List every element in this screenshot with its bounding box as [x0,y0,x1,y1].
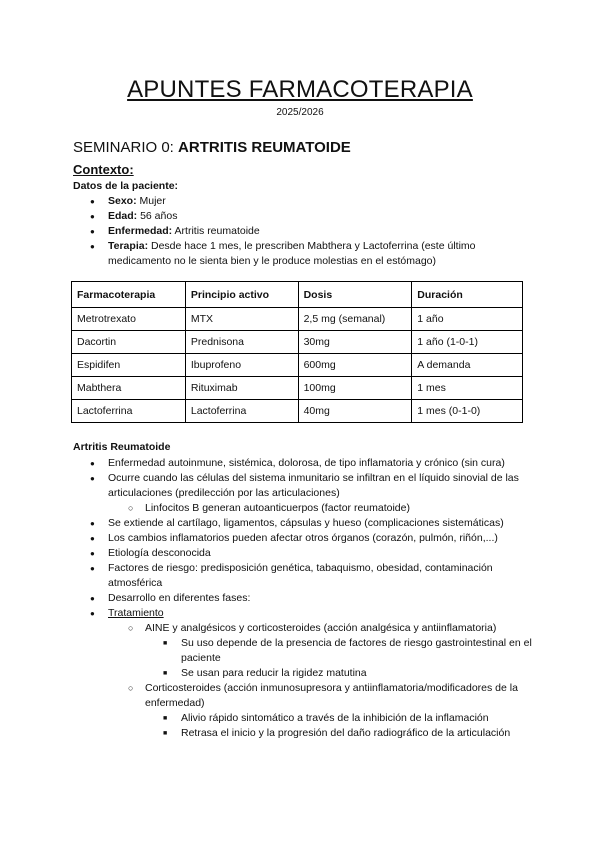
table-cell: 1 mes [412,377,523,400]
table-cell: 1 mes (0-1-0) [412,400,523,423]
table-cell: Metrotrexato [72,308,186,331]
item-label: Sexo: [108,195,137,207]
table-cell: Lactoferrina [72,400,186,423]
medication-table [71,281,523,423]
table-cell: Prednisona [185,331,298,354]
academic-year: 2025/2026 [276,107,324,118]
item-label: Terapia: [108,240,149,252]
item-label: Enfermedad: [108,225,173,237]
seminar-heading [73,139,351,156]
table-cell: Rituximab [185,377,298,400]
list-item: ○ Linfocitos B generan autoanticuerpos (factor reumatoide) [90,501,532,516]
table-cell: 600mg [298,354,412,377]
column-header: Principio activo [185,282,298,308]
table-cell: 2,5 mg (semanal) [298,308,412,331]
list-item: ● Factores de riesgo: predisposición genética, tabaquismo, obesidad, contaminación atmosférica [90,561,532,591]
list-item: ■ Alivio rápido sintomático a través de la inhibición de la inflamación [90,711,532,726]
list-item: ○ AINE y analgésicos y corticosteroides (acción analgésica y antiinflamatoria) [90,621,532,636]
table-cell: Mabthera [72,377,186,400]
item-value: Mujer [136,195,166,207]
list-item [90,224,530,239]
list-item: ■ Retrasa el inicio y la progresión del daño radiográfico de la articulación [90,726,532,741]
tratamiento-item [90,606,532,621]
list-item: ● Enfermedad autoinmune, sistémica, dolorosa, de tipo inflamatoria y crónico (sin cura) [90,456,532,471]
tratamiento-label: Tratamiento [108,607,164,619]
table-cell: A demanda [412,354,523,377]
column-header: Duración [412,282,523,308]
table-row [72,400,523,423]
table-cell: Dacortin [72,331,186,354]
item-value: 56 años [137,210,178,222]
contexto-heading: Contexto: [73,162,134,177]
list-item [90,239,530,269]
list-item: ● Los cambios inflamatorios pueden afectar otros órganos (corazón, pulmón, riñón,...) [90,531,532,546]
list-item: ● Desarrollo en diferentes fases: [90,591,532,606]
table-cell: MTX [185,308,298,331]
table-cell: 40mg [298,400,412,423]
table-cell: 1 año (1-0-1) [412,331,523,354]
patient-data-list [90,194,530,269]
list-item: ● Se extiende al cartílago, ligamentos, cápsulas y hueso (complicaciones sistemáticas) [90,516,532,531]
table-cell: Lactoferrina [185,400,298,423]
column-header: Farmacoterapia [72,282,186,308]
datos-paciente-heading: Datos de la paciente: [73,180,179,192]
table-row [72,377,523,400]
column-header: Dosis [298,282,412,308]
table-header-row [72,282,523,308]
table-cell: 1 año [412,308,523,331]
table-row [72,331,523,354]
list-item: ■ Su uso depende de la presencia de factores de riesgo gastrointestinal en el paciente [90,636,532,666]
list-item [90,194,530,209]
table-row [72,354,523,377]
table-cell: 100mg [298,377,412,400]
seminar-topic: ARTRITIS REUMATOIDE [178,139,351,156]
table-row [72,308,523,331]
table-cell: Espidifen [72,354,186,377]
table-cell: Ibuprofeno [185,354,298,377]
item-value: Desde hace 1 mes, le prescriben Mabthera y Lactoferrina (este último medicamento no le sienta bien y le produce molestias en el estómago) [108,240,476,267]
item-value: Artritis reumatoide [172,225,260,237]
list-item: ● Ocurre cuando las células del sistema inmunitario se infiltran en el líquido sinovial de las articulaciones (predilección por las articulaciones) [90,471,532,501]
artritis-heading: Artritis Reumatoide [73,441,171,453]
list-item: ■ Se usan para reducir la rigidez matutina [90,666,532,681]
seminar-prefix: SEMINARIO 0: [73,139,179,156]
list-item: ○ Corticosteroides (acción inmunosupresora y antiinflamatoria/modificadores de la enfermedad) [90,681,532,711]
list-item [90,209,530,224]
item-label: Edad: [108,210,138,222]
artritis-list [90,456,532,741]
document-title: APUNTES FARMACOTERAPIA [127,76,473,103]
table-cell: 30mg [298,331,412,354]
list-item: ● Etiología desconocida [90,546,532,561]
